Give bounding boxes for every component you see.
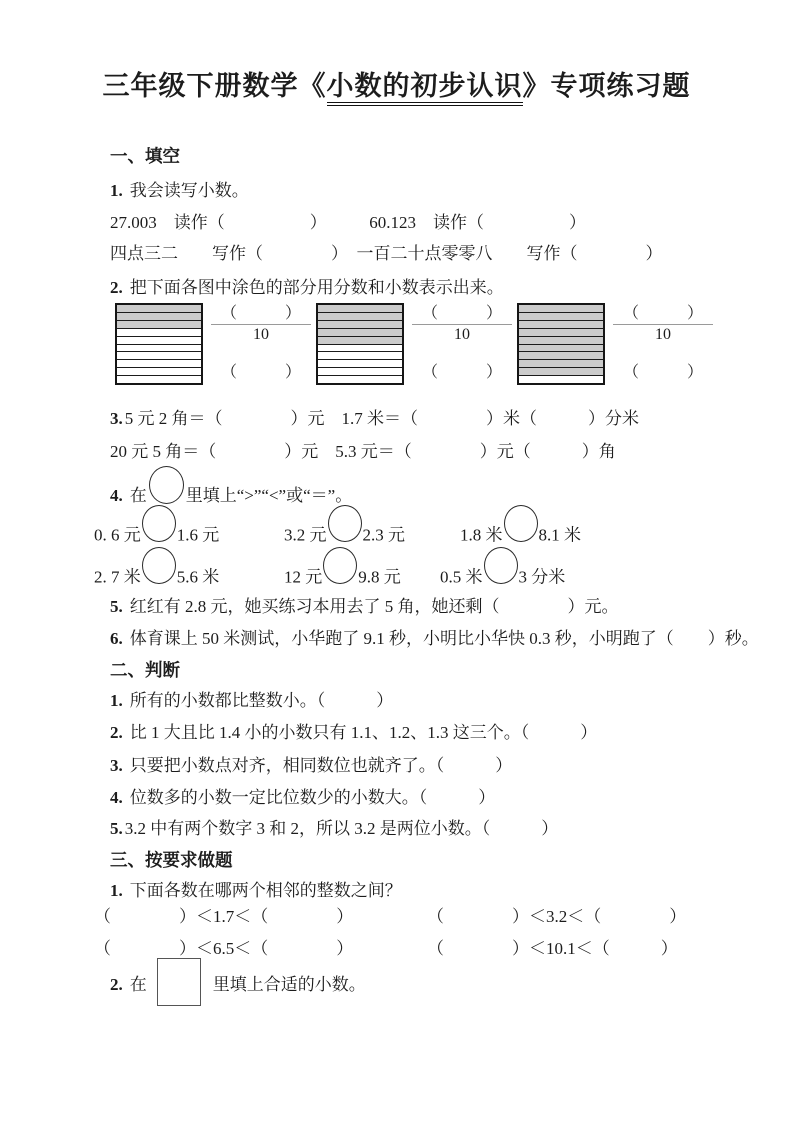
question-number: 6.	[110, 629, 123, 648]
question-number: 4.	[110, 788, 123, 807]
between-integers-blank: （ ）＜1.7＜（ ）	[94, 907, 354, 926]
question-1-3	[110, 408, 639, 429]
compare-cell	[460, 518, 581, 555]
question-text: 比 1 大且比 1.4 小的小数只有 1.1、1.2、1.3 这三个。（ ）	[129, 723, 598, 742]
compare-circle-icon	[484, 547, 518, 584]
compare-right: 9.8 元	[358, 567, 401, 587]
decimal-blank-2: （ ）	[421, 364, 502, 381]
fraction-blank-3	[613, 305, 713, 345]
compare-right: 8.1 米	[538, 525, 581, 545]
question-1-1	[110, 180, 249, 201]
between-integers-blank: （ ）＜3.2＜（ ）	[427, 907, 687, 926]
question-number: 5.	[110, 597, 123, 616]
question-number: 1.	[110, 691, 123, 710]
question-3-2	[110, 962, 366, 1010]
question-2-5	[110, 818, 558, 839]
fraction-grid-unit-1	[115, 303, 331, 385]
compare-cell	[440, 560, 565, 597]
page-title	[0, 70, 793, 104]
q1-write-line: 四点三二 写作（ ） 一百二十点零零八 写作（ ）	[110, 244, 663, 263]
compare-circle-icon	[149, 466, 184, 504]
fraction-bar	[211, 324, 311, 325]
fraction-denominator: 10	[454, 326, 470, 344]
fraction-blank-2	[412, 305, 512, 345]
question-2-1	[110, 690, 393, 711]
question-number: 1.	[110, 881, 123, 900]
fraction-numerator-blank: （ ）	[421, 305, 502, 322]
fraction-numerator-blank: （ ）	[220, 305, 301, 322]
fraction-grid-unit-3	[517, 303, 733, 385]
fraction-bar	[412, 324, 512, 325]
decimal-blank-3: （ ）	[622, 364, 703, 381]
fraction-bar	[613, 324, 713, 325]
tenths-grid-3	[517, 303, 605, 385]
compare-circle-icon	[142, 505, 176, 542]
compare-right: 5.6 米	[176, 567, 220, 587]
decimal-blank-1: （ ）	[220, 364, 301, 381]
section-1-heading: 一、填空	[110, 146, 180, 166]
conversion-line-2: 20 元 5 角＝（ ）元 5.3 元＝（ ）元（ ）角	[110, 442, 616, 461]
compare-circle-icon	[142, 547, 176, 584]
compare-left: 12 元	[284, 567, 323, 587]
compare-left: 0.5 米	[440, 567, 483, 587]
question-text: 所有的小数都比整数小。（ ）	[129, 691, 394, 710]
fraction-denominator: 10	[253, 326, 269, 344]
question-text: 3.2 中有两个数字 3 和 2，所以 3.2 是两位小数。（ ）	[124, 819, 559, 838]
question-number: 3.	[110, 409, 123, 428]
title-prefix: 三年级下册数学《	[102, 71, 327, 101]
question-number: 2.	[110, 974, 123, 994]
question-number: 4.	[110, 485, 123, 505]
question-text-post: 里填上合适的小数。	[212, 974, 366, 994]
question-1-6	[110, 628, 759, 649]
q1-read-line: 27.003 读作（ ） 60.123 读作（ ）	[110, 213, 586, 232]
compare-circle-icon	[504, 505, 538, 542]
section-2-heading: 二、判断	[110, 660, 180, 680]
answer-box	[157, 958, 201, 1006]
compare-cell	[284, 560, 401, 597]
question-number: 2.	[110, 723, 123, 742]
compare-right: 1.6 元	[176, 525, 220, 545]
question-number: 1.	[110, 181, 123, 200]
compare-left: 0. 6 元	[94, 525, 141, 545]
compare-left: 3.2 元	[284, 525, 327, 545]
question-text-post: 里填上“>”“<”或“＝”。	[185, 485, 353, 505]
compare-right: 3 分米	[518, 567, 566, 587]
compare-circle-icon	[328, 505, 362, 542]
section-3-heading: 三、按要求做题	[110, 850, 233, 870]
title-underlined-topic: 小数的初步认识	[327, 71, 523, 106]
fraction-grid-unit-2	[316, 303, 532, 385]
question-text: 下面各数在哪两个相邻的整数之间？	[129, 881, 402, 900]
question-1-2	[110, 277, 504, 298]
question-text-pre: 在	[129, 485, 147, 505]
between-integers-blank: （ ）＜10.1＜（ ）	[427, 939, 678, 958]
question-text: 把下面各图中涂色的部分用分数和小数表示出来。	[129, 278, 504, 297]
question-number: 5.	[110, 819, 123, 838]
compare-left: 1.8 米	[460, 525, 503, 545]
question-number: 2.	[110, 278, 123, 297]
question-number: 3.	[110, 756, 123, 775]
question-text: 位数多的小数一定比位数少的小数大。（ ）	[129, 788, 496, 807]
question-text: 我会读写小数。	[129, 181, 249, 200]
compare-circle-icon	[323, 547, 357, 584]
question-text: 体育课上 50 米测试，小华跑了 9.1 秒，小明比小华快 0.3 秒，小明跑了（ ）秒。	[129, 629, 759, 648]
question-text: 只要把小数点对齐，相同数位也就齐了。（ ）	[129, 756, 513, 775]
tenths-grid-1	[115, 303, 203, 385]
conversion-line-1: 5 元 2 角＝（ ）元 1.7 米＝（ ）米（ ）分米	[124, 409, 639, 428]
fraction-numerator-blank: （ ）	[622, 305, 703, 322]
compare-cell	[94, 560, 219, 597]
fraction-denominator: 10	[655, 326, 671, 344]
tenths-grid-2	[316, 303, 404, 385]
question-3-1	[110, 880, 402, 901]
question-2-3	[110, 755, 512, 776]
between-integers-blank: （ ）＜6.5＜（ ）	[94, 939, 354, 958]
compare-right: 2.3 元	[362, 525, 405, 545]
fraction-blank-1	[211, 305, 311, 345]
question-1-5	[110, 596, 619, 617]
question-2-4	[110, 787, 495, 808]
compare-left: 2. 7 米	[94, 567, 141, 587]
question-2-2	[110, 722, 597, 743]
title-suffix: 》专项练习题	[522, 71, 691, 101]
question-text-pre: 在	[129, 974, 147, 994]
question-text: 红红有 2.8 元，她买练习本用去了 5 角，她还剩（ ）元。	[129, 597, 619, 616]
